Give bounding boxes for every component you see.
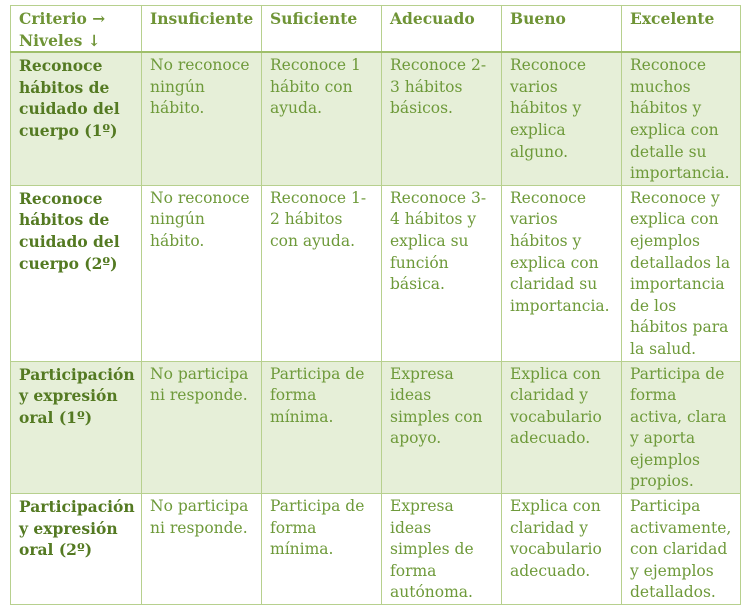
criterion-cell: Reconoce hábitos de cuidado del cuerpo (1º) <box>11 52 142 185</box>
header-criterio-niveles: Criterio → Niveles ↓ <box>11 6 142 53</box>
level-cell-suficiente: Participa de forma mínima. <box>262 361 382 494</box>
level-cell-adecuado: Expresa ideas simples con apoyo. <box>382 361 502 494</box>
criterion-cell: Participación y expresión oral (1º) <box>11 361 142 494</box>
level-cell-suficiente: Participa de forma mínima. <box>262 494 382 605</box>
level-cell-bueno: Explica con claridad y vocabulario adecuado. <box>502 494 622 605</box>
criterion-cell: Reconoce hábitos de cuidado del cuerpo (2º) <box>11 185 142 361</box>
level-cell-suficiente: Reconoce 1-2 hábitos con ayuda. <box>262 185 382 361</box>
table-row <box>11 185 741 361</box>
level-cell-insuficiente: No reconoce ningún hábito. <box>142 185 262 361</box>
level-cell-adecuado: Expresa ideas simples de forma autónoma. <box>382 494 502 605</box>
table-row <box>11 361 741 494</box>
level-cell-insuficiente: No reconoce ningún hábito. <box>142 52 262 185</box>
table-header-row <box>11 6 741 53</box>
header-excelente: Excelente <box>622 6 741 53</box>
level-cell-excelente: Participa de forma activa, clara y aporta ejemplos propios. <box>622 361 741 494</box>
criterion-cell: Participación y expresión oral (2º) <box>11 494 142 605</box>
level-cell-insuficiente: No participa ni responde. <box>142 361 262 494</box>
rubric-table <box>10 5 741 605</box>
level-cell-bueno: Reconoce varios hábitos y explica con claridad su importancia. <box>502 185 622 361</box>
table-row <box>11 52 741 185</box>
level-cell-insuficiente: No participa ni responde. <box>142 494 262 605</box>
level-cell-excelente: Participa activamente, con claridad y ejemplos detallados. <box>622 494 741 605</box>
level-cell-bueno: Reconoce varios hábitos y explica alguno. <box>502 52 622 185</box>
table-row <box>11 494 741 605</box>
level-cell-suficiente: Reconoce 1 hábito con ayuda. <box>262 52 382 185</box>
header-insuficiente: Insuficiente <box>142 6 262 53</box>
level-cell-adecuado: Reconoce 3-4 hábitos y explica su función básica. <box>382 185 502 361</box>
level-cell-excelente: Reconoce y explica con ejemplos detallados la importancia de los hábitos para la salud. <box>622 185 741 361</box>
header-suficiente: Suficiente <box>262 6 382 53</box>
level-cell-adecuado: Reconoce 2-3 hábitos básicos. <box>382 52 502 185</box>
level-cell-excelente: Reconoce muchos hábitos y explica con detalle su importancia. <box>622 52 741 185</box>
header-bueno: Bueno <box>502 6 622 53</box>
level-cell-bueno: Explica con claridad y vocabulario adecuado. <box>502 361 622 494</box>
header-adecuado: Adecuado <box>382 6 502 53</box>
